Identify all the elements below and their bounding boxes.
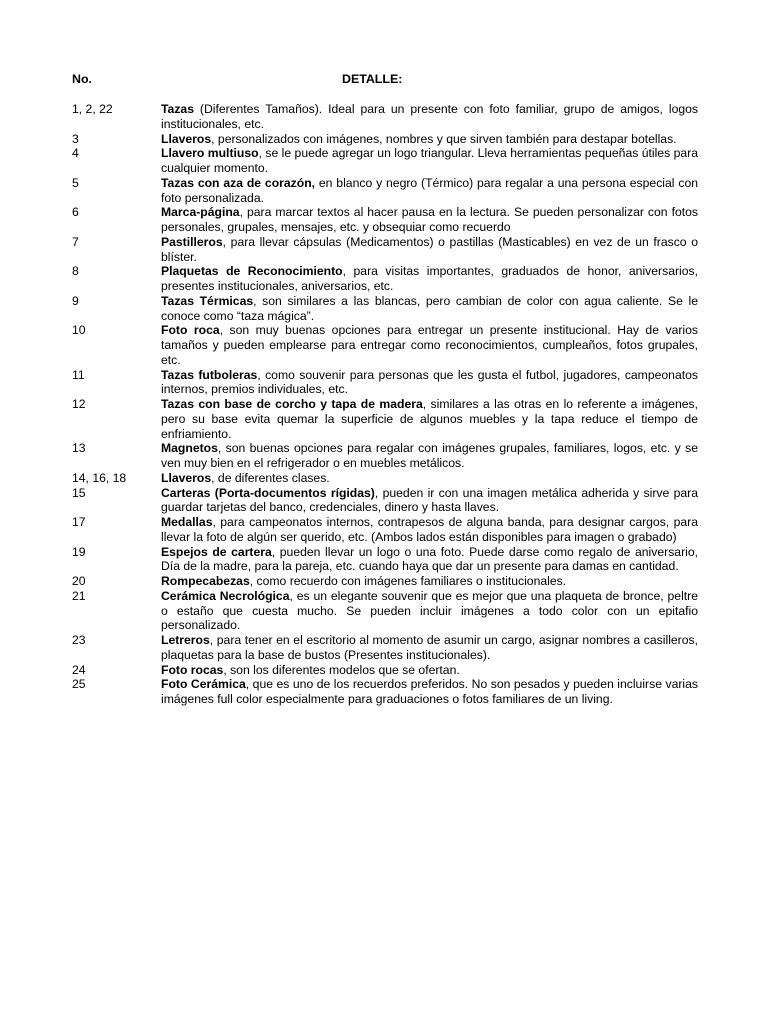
- item-description: [161, 545, 698, 575]
- item-text: , para campeonatos internos, contrapesos de alguna banda, para designar cargos, para llevar la foto de algún ser querido, etc. (Ambos lados están disponibles para imagen o grabado): [161, 515, 698, 544]
- item-title: Rompecabezas: [161, 574, 250, 588]
- item-text: , para marcar textos al hacer pausa en la lectura. Se pueden personalizar con fotos personales, grupales, mensajes, etc. y obsequiar como recuerdo: [161, 205, 698, 234]
- item-title: Foto Cerámica: [161, 677, 246, 692]
- list-item: [72, 589, 698, 633]
- item-number: 25: [72, 677, 86, 692]
- item-number: 20: [72, 574, 86, 588]
- item-number: 11: [72, 367, 85, 382]
- item-description: [161, 323, 698, 367]
- item-description: [161, 589, 698, 633]
- item-text: en blanco y negro (Térmico) para regalar a una persona especial con foto personalizada.: [161, 175, 698, 205]
- item-number: 9: [72, 293, 79, 308]
- item-title: Plaquetas de Reconocimiento: [161, 264, 343, 279]
- list-item: [72, 264, 698, 294]
- item-text: , son los diferentes modelos que se ofertan.: [223, 662, 460, 677]
- item-title: Llavero multiuso: [161, 146, 259, 161]
- list-item: [72, 323, 698, 367]
- item-description: [161, 205, 698, 235]
- item-text: , como souvenir para personas que les gusta el futbol, jugadores, campeonatos internos, premios individuales, etc.: [161, 367, 698, 397]
- item-title: Letreros: [161, 633, 210, 647]
- item-description: [161, 132, 698, 147]
- item-description: [161, 146, 698, 176]
- list-item: [72, 574, 698, 589]
- item-description: [161, 574, 698, 589]
- item-description: [161, 368, 698, 398]
- item-number: 1, 2, 22: [72, 102, 113, 116]
- item-number: 10: [72, 323, 86, 338]
- item-description: [161, 235, 698, 265]
- item-number: 7: [72, 234, 79, 249]
- list-item: [72, 663, 698, 678]
- list-item: [72, 545, 698, 575]
- item-number: 23: [72, 633, 86, 647]
- item-text: , para llevar cápsulas (Medicamentos) o pastillas (Masticables) en vez de un frasco o blíster.: [161, 234, 698, 264]
- list-item: [72, 515, 698, 545]
- item-title: Marca-página: [161, 205, 240, 220]
- item-number: 15: [72, 485, 86, 500]
- list-item: [72, 102, 698, 132]
- list-item: [72, 176, 698, 206]
- item-title: Medallas: [161, 515, 213, 529]
- list-item: [72, 205, 698, 235]
- list-item: [72, 146, 698, 176]
- item-description: [161, 471, 698, 486]
- item-title: Tazas con base de corcho y tapa de madera: [161, 397, 423, 411]
- item-text: , personalizados con imágenes, nombres y que sirven también para destapar botellas.: [211, 131, 677, 146]
- item-title: Magnetos: [161, 441, 218, 456]
- list-item: [72, 132, 698, 147]
- item-number: 14, 16, 18: [72, 470, 127, 485]
- item-title: Carteras (Porta-documentos rígidas): [161, 485, 375, 500]
- item-description: [161, 397, 698, 441]
- item-number: 12: [72, 397, 86, 411]
- item-number: 4: [72, 146, 79, 161]
- item-title: Llaveros: [161, 131, 212, 146]
- item-title: Tazas: [161, 102, 194, 116]
- item-list: [72, 102, 698, 707]
- item-description: [161, 294, 698, 324]
- item-number: 3: [72, 131, 79, 146]
- list-item: [72, 633, 698, 663]
- item-text: , pueden llevar un logo o una foto. Puede darse como regalo de aniversario, Día de la madre, para la pareja, etc. cuando haya que dar un presente para damas en cantidad.: [161, 544, 698, 574]
- item-description: [161, 441, 698, 471]
- item-text: , son similares a las blancas, pero cambian de color con agua caliente. Se le conoce como “taza mágica”.: [161, 293, 698, 323]
- item-description: [161, 633, 698, 663]
- item-text: (Diferentes Tamaños). Ideal para un presente con foto familiar, grupo de amigos, logos institucionales, etc.: [161, 102, 698, 131]
- item-text: , pueden ir con una imagen metálica adherida y sirve para guardar tarjetas del banco, credenciales, dinero y hasta llaves.: [161, 485, 698, 515]
- item-number: 24: [72, 662, 86, 677]
- header-detail: DETALLE:: [342, 72, 403, 86]
- list-item: [72, 294, 698, 324]
- item-text: , se le puede agregar un logo triangular. Lleva herramientas pequeñas útiles para cualquier momento.: [161, 146, 698, 175]
- item-number: 8: [72, 264, 79, 279]
- item-title: Llaveros: [161, 470, 212, 485]
- list-item: [72, 368, 698, 398]
- list-item: [72, 486, 698, 516]
- item-description: [161, 677, 698, 707]
- item-title: Pastilleros: [161, 234, 223, 249]
- item-text: , para visitas importantes, graduados de honor, aniversarios, presentes institucionales, aniversarios, etc.: [161, 264, 698, 293]
- item-description: [161, 486, 698, 516]
- item-title: Tazas futboleras: [161, 367, 258, 382]
- item-text: , es un elegante souvenir que es mejor que una plaqueta de bronce, peltre o estaño que cuesta mucho. Se pueden incluir imágenes a todo color con un epitafio personalizado.: [161, 588, 699, 633]
- item-description: [161, 515, 698, 545]
- header-number: No.: [72, 72, 92, 86]
- list-item: [72, 397, 698, 441]
- item-title: Foto roca: [161, 323, 220, 338]
- item-number: 5: [72, 175, 79, 190]
- item-number: 13: [72, 441, 86, 456]
- item-text: , como recuerdo con imágenes familiares o institucionales.: [249, 574, 567, 588]
- item-text: , que es uno de los recuerdos preferidos. No son pesados y pueden incluirse varias imágenes full color especialmente para graduaciones o fotos familiares de un living.: [161, 677, 698, 706]
- item-text: , son muy buenas opciones para entregar un presente institucional. Hay de varios tamaños y pueden emplearse para entregar como reconocimientos, cumpleaños, fotos grupales, etc.: [161, 323, 698, 367]
- item-description: [161, 176, 698, 206]
- item-number: 17: [72, 515, 86, 529]
- item-number: 21: [72, 588, 86, 603]
- item-text: , son buenas opciones para regalar con imágenes grupales, familiares, logos, etc. y se ven muy bien en el refrigerador o en muebles metálicos.: [161, 441, 698, 470]
- list-item: [72, 235, 698, 265]
- list-item: [72, 471, 698, 486]
- item-description: [161, 663, 698, 678]
- item-description: [161, 102, 698, 132]
- item-title: Espejos de cartera: [161, 544, 272, 559]
- item-title: Foto rocas: [161, 662, 224, 677]
- item-title: Tazas Térmicas: [161, 293, 254, 308]
- item-text: , de diferentes clases.: [211, 470, 330, 485]
- item-text: , para tener en el escritorio al momento de asumir un cargo, asignar nombres a casilleros, plaquetas para la base de bustos (Presentes institucionales).: [161, 633, 698, 662]
- list-item: [72, 441, 698, 471]
- item-text: , similares a las otras en lo referente a imágenes, pero su base evita quemar la superficie de algunos muebles y la tapa reduce el tiempo de enfriamiento.: [161, 397, 698, 441]
- list-item: [72, 677, 698, 707]
- item-number: 6: [72, 205, 79, 220]
- item-number: 19: [72, 544, 86, 559]
- item-title: Tazas con aza de corazón,: [161, 175, 316, 190]
- item-description: [161, 264, 698, 294]
- item-title: Cerámica Necrológica: [161, 588, 290, 603]
